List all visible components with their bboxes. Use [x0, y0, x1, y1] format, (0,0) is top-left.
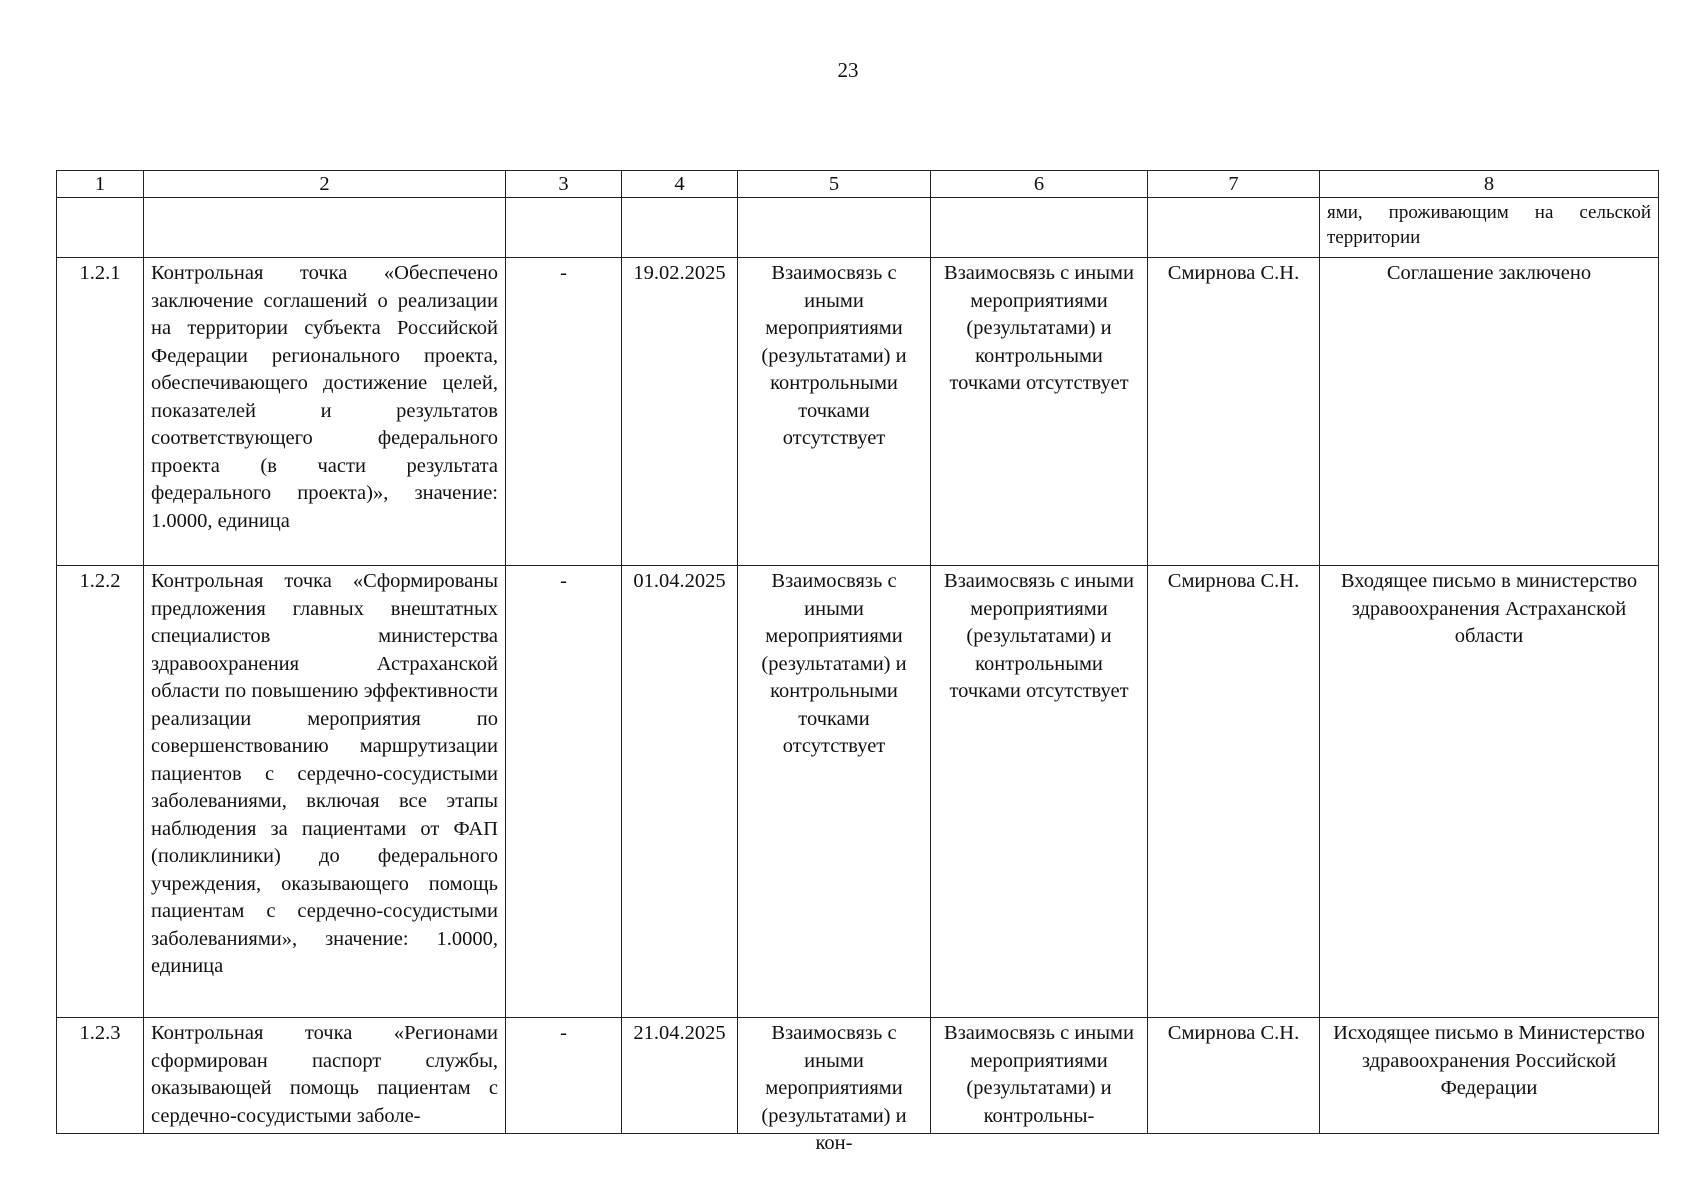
result-document: Входящее письмо в министерство здравоохранения Астраханской области	[1320, 566, 1659, 1018]
continuation-cell	[931, 198, 1148, 258]
relations-cell	[931, 1018, 1148, 1134]
deadline-date: 19.02.2025	[622, 258, 738, 566]
continuation-cell	[144, 198, 506, 258]
header-cell: 7	[1148, 171, 1320, 198]
responsible-person: Смирнова С.Н.	[1148, 1018, 1320, 1134]
relations-cell	[738, 1018, 931, 1154]
continuation-cell	[506, 198, 622, 258]
row-number: 1.2.1	[57, 258, 144, 566]
deadline-date: 21.04.2025	[622, 1018, 738, 1134]
continuation-cell	[738, 198, 931, 258]
control-point-name: Контрольная точка «Обеспечено заключение соглашений о реализации на территории субъекта Российской Федерации регионального проекта, обеспечивающего достижение целей, показателей и результатов соответствующего федерального проекта (в части результата федерального проекта)», значение: 1.0000, единица	[144, 258, 506, 566]
responsible-person: Смирнова С.Н.	[1148, 566, 1320, 1018]
table-row	[57, 1018, 1659, 1134]
relations-text: Взаимосвязь с иными мероприятиями (результатами) и кон-	[761, 1022, 907, 1154]
table-row	[57, 566, 1659, 1018]
result-document: Соглашение заключено	[1320, 258, 1659, 566]
continuation-document-cell: ями, проживающим на сельской территории	[1320, 198, 1659, 258]
header-cell: 6	[931, 171, 1148, 198]
table-row	[57, 258, 1659, 566]
header-cell: 5	[738, 171, 931, 198]
relations-cell: Взаимосвязь с иными мероприятиями (результатами) и контрольными точками отсутствует	[738, 258, 931, 566]
header-cell: 3	[506, 171, 622, 198]
continuation-cell	[622, 198, 738, 258]
header-cell: 1	[57, 171, 144, 198]
continuation-row	[57, 198, 1659, 258]
header-cell: 4	[622, 171, 738, 198]
responsible-person: Смирнова С.Н.	[1148, 258, 1320, 566]
relations-cell: Взаимосвязь с иными мероприятиями (результатами) и контрольными точками отсутствует	[738, 566, 931, 1018]
control-points-table	[56, 170, 1659, 1154]
header-cell: 8	[1320, 171, 1659, 198]
relations-text: Взаимосвязь с иными мероприятиями (результатами) и контрольны-	[944, 1022, 1134, 1127]
deadline-date: 01.04.2025	[622, 566, 738, 1018]
continuation-cell	[57, 198, 144, 258]
row-number: 1.2.2	[57, 566, 144, 1018]
relations-cell: Взаимосвязь с иными мероприятиями (результатами) и контрольными точками отсутствует	[931, 258, 1148, 566]
continuation-cell	[1148, 198, 1320, 258]
predecessor-cell: -	[506, 566, 622, 1018]
control-point-name	[144, 1018, 506, 1134]
row-number: 1.2.3	[57, 1018, 144, 1134]
page-number: 23	[837, 58, 859, 82]
control-point-name-text: Контрольная точка «Регионами сформирован паспорт службы, оказывающей помощь пациентам с сердечно-сосудистыми заболе-	[151, 1022, 498, 1127]
control-point-name: Контрольная точка «Сформированы предложения главных внештатных специалистов министерства здравоохранения Астраханской области по повышению эффективности реализации мероприятия по совершенствованию маршрутизации пациентов с сердечно-сосудистыми заболеваниями, включая все этапы наблюдения за пациентами от ФАП (поликлиники) до федерального учреждения, оказывающего помощь пациентам с сердечно-сосудистыми заболеваниями», значение: 1.0000, единица	[144, 566, 506, 1018]
predecessor-cell: -	[506, 258, 622, 566]
header-row	[57, 171, 1659, 198]
relations-cell: Взаимосвязь с иными мероприятиями (результатами) и контрольными точками отсутствует	[931, 566, 1148, 1018]
predecessor-cell: -	[506, 1018, 622, 1134]
header-cell: 2	[144, 171, 506, 198]
result-document: Исходящее письмо в Министерство здравоохранения Российской Федерации	[1320, 1018, 1659, 1134]
